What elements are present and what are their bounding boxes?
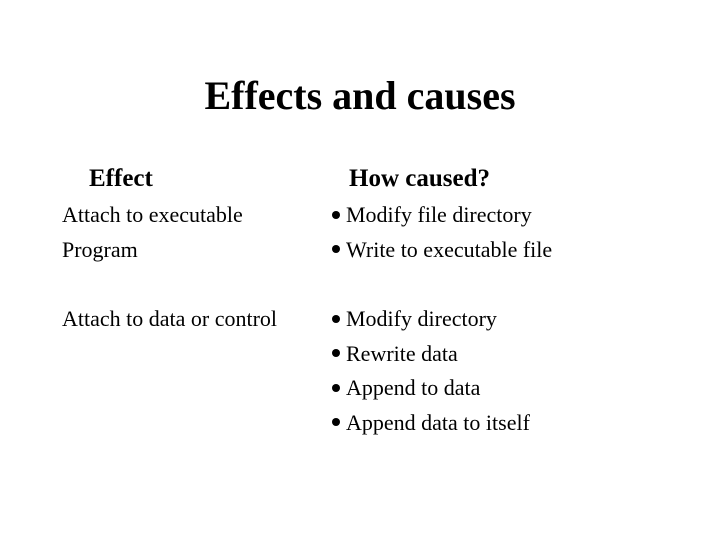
cause-text: Rewrite data [346,340,458,366]
column-header-effect: Effect [89,165,153,192]
row-2-effect [62,302,277,337]
cause-text: Write to executable file [346,236,553,262]
bullet-icon [332,418,340,426]
row-1-effect [62,198,243,267]
cause-item [332,371,530,406]
cause-text: Append to data [346,375,481,400]
effect-line: Program [62,236,138,262]
bullet-icon [332,245,340,253]
bullet-icon [332,384,340,392]
slide-title: Effects and causes [204,73,516,118]
cause-text: Modify directory [346,306,497,331]
effect-line: Attach to data or control [62,306,278,331]
bullet-icon [332,315,340,323]
effect-line: Attach to executable [62,202,243,227]
cause-item [332,302,530,337]
cause-item [332,233,552,268]
column-header-how-caused: How caused? [349,165,490,192]
cause-text: Append data to itself [346,409,530,435]
cause-item [332,198,552,233]
bullet-icon [332,211,340,219]
bullet-icon [332,349,340,357]
row-1-causes [332,198,552,267]
cause-text: Modify file directory [346,202,532,227]
cause-item [332,337,530,372]
row-2-causes [332,302,530,440]
cause-item [332,406,530,441]
